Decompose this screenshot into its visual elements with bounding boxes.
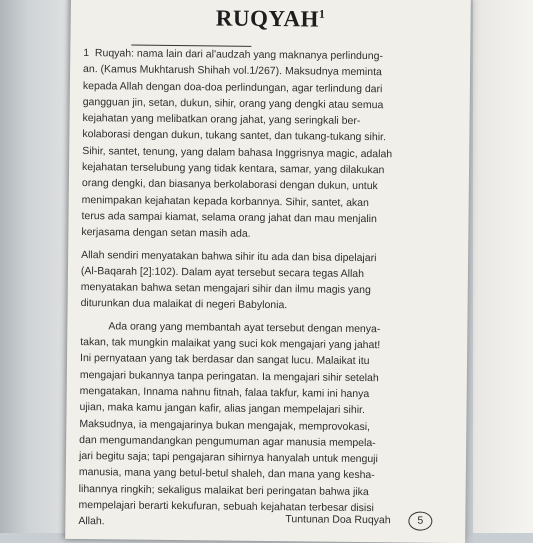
book-page: [65, 0, 471, 543]
paragraph-line: Allah sendiri menyatakan bahwa sihir itu ada dan bisa dipelajari: [81, 248, 377, 264]
paragraph-line: mempelajari berarti kekufuran, sebuah kejahatan terbesar disisi: [78, 499, 374, 515]
paragraph-line: dan mengumandangkan pengumuman agar manusia mempela-: [79, 433, 376, 449]
footnote-line: kolaborasi dengan dukun, tukang santet, dan tukang-tukang sihir.: [82, 128, 386, 144]
right-background: [473, 0, 533, 533]
page-content: [78, 0, 458, 534]
paragraph-line: lihannya ringkih; sekaligus malaikat beri peringatan bahwa jika: [78, 482, 369, 498]
paragraph-line: kerjasama dengan setan masih ada.: [81, 226, 251, 241]
paragraph-line: Maksudnya, ia mengajarinya bukan mengajak, memprovokasi,: [79, 417, 371, 433]
footer-book-title: Tuntunan Doa Ruqyah: [285, 513, 391, 527]
paragraph-line: Sihir, santet, tenung, yang dalam bahasa Inggrisnya magic, adalah: [82, 144, 393, 161]
footnote-line: gangguan jin, setan, dukun, sihir, orang yang dengki atau semua: [82, 95, 384, 112]
paragraph-line: Ada orang yang membantah ayat tersebut dengan menya-: [108, 320, 381, 335]
page-number: 5: [408, 511, 432, 530]
footnote-line: an. (Kamus Mukhtarush Shihah vol.1/267). Maksudnya meminta: [83, 63, 382, 79]
page-title: [83, 4, 457, 34]
paragraph-line: ujian, maka kamu jangan kafir, alias jangan mempelajari sihir.: [79, 401, 365, 417]
paragraph-line: jari begitu saja; tapi pengajaran sihirnya hanyalah untuk menguji: [78, 450, 378, 466]
paragraph-3: [78, 318, 454, 534]
paragraph-line: (Al-Baqarah [2]:102). Dalam ayat tersebut secara tegas Allah: [80, 264, 365, 280]
paragraph-line: kejahatan terselubung yang tidak kentara, samar, yang dilakukan: [81, 161, 385, 177]
title-text: RUQYAH: [215, 5, 320, 32]
paragraph-line: mengatakan, Innama nahnu fitnah, falaa takfur, kami ini hanya: [79, 384, 370, 401]
paragraph-line: Ini pernyataan yang tak berdasar dan sangat lucu. Malaikat itu: [79, 352, 370, 368]
footnote-line: 1 Ruqyah: nama lain dari al'audzah yang maknanya perlindung-: [83, 47, 384, 63]
paragraph-line: manusia, mana yang betul-betul shaleh, dan mana yang kesha-: [78, 466, 375, 482]
footnote: [82, 45, 457, 147]
paragraph-2: [81, 247, 456, 316]
footnote-line: kepada Allah dengan doa-doa perlindungan, agar terlindung dari: [82, 79, 383, 95]
left-background: [0, 0, 70, 533]
paragraph-line: orang dengki, dan biasanya berkolaborasi dengan dukun, untuk: [81, 177, 378, 193]
paragraph-line: menimpakan kejahatan kepada korbannya. Sihir, santet, akan: [81, 193, 369, 209]
footnote-line: kejahatan yang melibatkan orang jahat, yang seringkali ber-: [82, 112, 361, 128]
paragraph-line: mengajari bukannya tanpa peringatan. Ia mengajari sihir setelah: [79, 368, 379, 384]
paragraph-line: terus ada sampai kiamat, selama orang jahat dan mau menjalin: [81, 210, 377, 226]
title-footnote-marker: 1: [318, 6, 326, 21]
paragraph-line: Allah.: [78, 515, 105, 528]
paragraph-line: diturunkan dua malaikat di negeri Babylonia.: [80, 297, 288, 312]
paragraph-line: takan, tak mungkin malaikat yang suci kok mengajari yang jahat!: [80, 336, 381, 352]
footnote-number: 1: [83, 47, 90, 60]
paragraph-1: [81, 143, 456, 245]
paragraph-line: menyatakan bahwa setan mengajari sihir dan ilmu magis yang: [80, 281, 371, 297]
